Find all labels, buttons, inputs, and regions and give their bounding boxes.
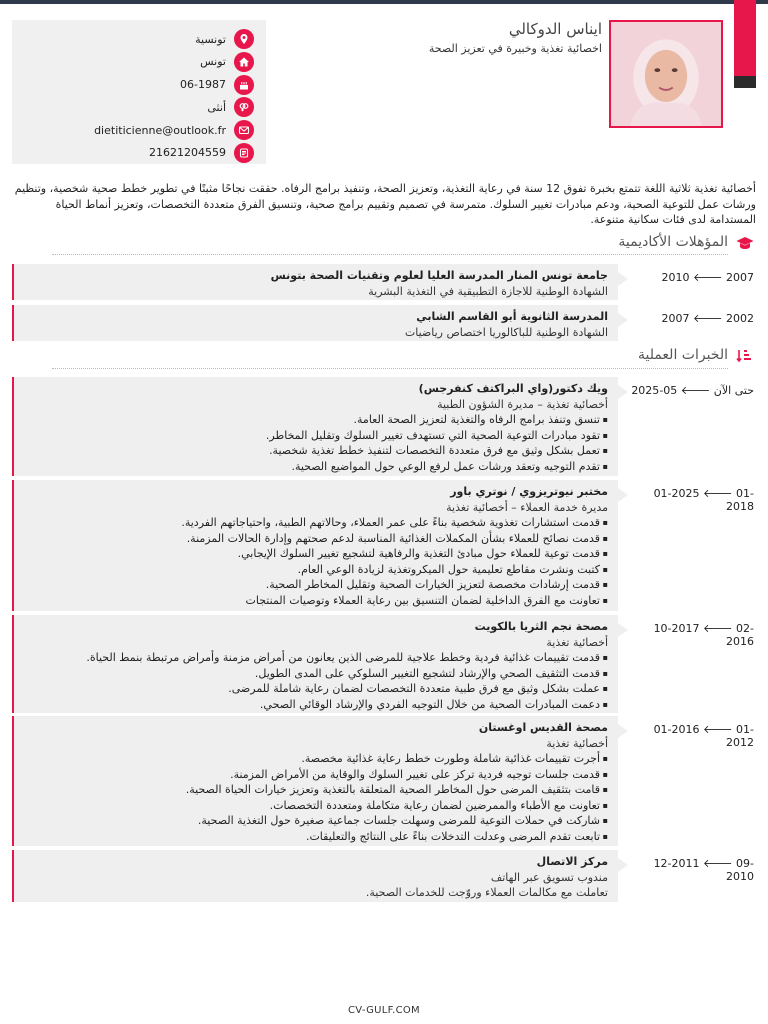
entry-role: مندوب تسويق عبر الهاتف xyxy=(490,870,608,884)
entry-description: تعاملت مع مكالمات العملاء وروّجت للخدمات الصحية. xyxy=(365,886,608,899)
phone-icon xyxy=(234,143,254,163)
email-icon xyxy=(234,120,254,140)
list-item: ▪ تقدم التوجيه وتعقد ورشات عمل لرفع الوعي حول المواضيع الصحية. xyxy=(22,459,608,475)
entry-organization: المدرسة الثانوية أبو القاسم الشابي xyxy=(416,310,608,323)
education-entry xyxy=(12,305,756,341)
list-item: ▪ تعمل بشكل وثيق مع فرق متعددة التخصصات لتنفيذ خطط تغذية شخصية. xyxy=(22,443,608,459)
list-item: ▪ تابعت تقدم المرضى وعدلت التدخلات بناءً على النتائج والتعليقات. xyxy=(22,829,608,845)
entry-dates: 12-2011 🡐 09-2010 xyxy=(653,857,754,883)
entry-dates: 2010 🡐 2007 xyxy=(661,271,754,284)
gender-icon xyxy=(234,97,254,117)
entry-duties xyxy=(22,515,608,608)
list-item: ▪ تعاونت مع الفرق الداخلية لضمان التنسيق بين رعاية العملاء وتوصيات المنتجات xyxy=(22,593,608,609)
sort-bars-icon xyxy=(736,348,754,364)
profile-photo xyxy=(609,20,723,128)
list-item: ▪ تقود مبادرات التوعية الصحية التي تستهدف تغيير السلوك وتقليل المخاطر. xyxy=(22,428,608,444)
education-entry xyxy=(12,264,756,300)
education-divider xyxy=(52,254,728,255)
entry-organization: مصحة نجم الثريا بالكويت xyxy=(474,620,608,633)
contact-city: تونس xyxy=(12,51,256,73)
list-item: ▪ تنسق وتنفذ برامج الرفاه والتغذية لتعزيز الصحة العامة. xyxy=(22,412,608,428)
list-item: ▪ دعمت المبادرات الصحية من خلال التوجيه الفردي والإرشاد الوقائي الصحي. xyxy=(22,697,608,713)
entry-dates: حتى الآن 🡐 05-2025 xyxy=(631,384,754,397)
entry-organization: مركز الاتصال xyxy=(536,855,608,868)
entry-dates: 01-2025 🡐 01-2018 xyxy=(653,487,754,513)
contact-nationality: تونسية xyxy=(12,28,256,50)
entry-organization: مختبر نيوتريزوي / نوتري باور xyxy=(450,485,608,498)
contact-birthdate: 06-1987 xyxy=(12,74,256,96)
contact-phone[interactable]: 21621204559 xyxy=(12,142,256,164)
experience-section-title: الخبرات العملية xyxy=(638,347,728,363)
contact-panel xyxy=(12,20,266,164)
entry-duties xyxy=(22,751,608,844)
list-item: ▪ قدمت إرشادات مخصصة لتعزيز الخيارات الصحية وتقليل المخاطر الصحية. xyxy=(22,577,608,593)
contact-gender: أنثى xyxy=(12,96,256,118)
entry-organization: ويك دكتور(واي البراكتف كنفرجس) xyxy=(418,382,608,395)
experience-divider xyxy=(52,368,728,369)
list-item: ▪ تعاونت مع الأطباء والممرضين لضمان رعاية متكاملة ومتعددة التخصصات. xyxy=(22,798,608,814)
birthday-cake-icon xyxy=(234,75,254,95)
header-accent-bar xyxy=(734,0,756,88)
experience-entry xyxy=(12,716,756,846)
contact-email[interactable]: dietiticienne@outlook.fr xyxy=(12,119,256,141)
experience-entry xyxy=(12,615,756,713)
list-item: ▪ شاركت في حملات التوعية للمرضى وسهلت جلسات جماعية صغيرة حول التغذية الصحية. xyxy=(22,813,608,829)
list-item: ▪ أجرت تقييمات غذائية شاملة وطورت خطط رعاية غذائية مخصصة. xyxy=(22,751,608,767)
entry-role: أخصائية تغذية xyxy=(546,736,608,750)
location-pin-icon xyxy=(234,29,254,49)
top-bar xyxy=(0,0,768,4)
candidate-title: اخصائية تغذية وخبيرة في تعزيز الصحة xyxy=(428,42,602,55)
list-item: ▪ قدمت توعية للعملاء حول مبادئ التغذية والرفاهية لتشجيع تغيير السلوك الإيجابي. xyxy=(22,546,608,562)
entry-dates: 01-2016 🡐 01-2012 xyxy=(653,723,754,749)
footer-site-label[interactable]: CV-GULF.COM xyxy=(348,1005,420,1016)
experience-entry xyxy=(12,377,756,476)
list-item: ▪ قدمت التثقيف الصحي والإرشاد لتشجيع التغيير السلوكي على المدى الطويل. xyxy=(22,666,608,682)
candidate-name: ايناس الدوكالي xyxy=(508,20,602,38)
list-item: ▪ قدمت نصائح للعملاء بشأن المكملات الغذائية المناسبة لدعم صحتهم وإدارة الحالات المزمنة. xyxy=(22,531,608,547)
entry-dates: 10-2017 🡐 02-2016 xyxy=(653,622,754,648)
entry-organization: مصحة القديس اوغستان xyxy=(478,721,608,734)
entry-duties xyxy=(22,650,608,712)
entry-degree: الشهادة الوطنية للباكالوريا اختصاص رياضيات xyxy=(404,325,608,339)
entry-role: أخصائية تغذية xyxy=(546,635,608,649)
profile-summary: أخصائية تغذية ثلاثية اللغة تتمتع بخبرة تفوق 12 سنة في رعاية التغذية، وتعزيز الصحة، وتنفيذ برامج الرفاه. حققت نجاحًا مثبتًا في تطوير خطط صحية شخصية، وتنظيم ورشات عمل للتوعية الصحية، ودعم مبادرات تغيير السلوك. متمرسة في تصميم وتقييم برامج صحية، وتنسيق الفرق متعددة التخصصات، وتعزيز أنماط الحياة المستدامة لدى فئات سكانية متنوعة. xyxy=(14,182,756,226)
experience-entry xyxy=(12,480,756,611)
list-item: ▪ قدمت تقييمات غذائية فردية وخطط علاجية للمرضى الذين يعانون من أمراض مزمنة وأمراض مرتبطة بنمط الحياة. xyxy=(22,650,608,666)
list-item: ▪ قامت بتثقيف المرضى حول المخاطر الصحية المتعلقة بالتغذية وتعزيز خيارات الحياة الصحية. xyxy=(22,782,608,798)
list-item: ▪ قدمت استشارات تغذوية شخصية بناءً على عمر العملاء، وحالاتهم الطبية، واحتياجاتهم الفردية. xyxy=(22,515,608,531)
home-icon xyxy=(234,52,254,72)
education-section-title: المؤهلات الأكاديمية xyxy=(618,234,728,250)
entry-role: أخصائية تغذية – مديرة الشؤون الطبية xyxy=(437,397,608,411)
list-item: ▪ كتبت ونشرت مقاطع تعليمية حول الميكروتغذية لزيادة الوعي العام. xyxy=(22,562,608,578)
entry-organization: جامعة تونس المنار المدرسة العليا لعلوم وتقنيات الصحة بتونس xyxy=(270,269,608,282)
list-item: ▪ عملت بشكل وثيق مع فرق طبية متعددة التخصصات لضمان رعاية شاملة للمرضى. xyxy=(22,681,608,697)
entry-degree: الشهادة الوطنية للاجازة التطبيقية في التغذية البشرية xyxy=(368,284,608,298)
experience-entry xyxy=(12,850,756,902)
entry-role: مديرة خدمة العملاء – أخصائية تغذية xyxy=(446,500,608,514)
list-item: ▪ قدمت جلسات توجيه فردية تركز على تغيير السلوك والوقاية من الأمراض المزمنة. xyxy=(22,767,608,783)
entry-dates: 2007 🡐 2002 xyxy=(661,312,754,325)
portrait-image xyxy=(611,22,721,126)
graduation-cap-icon xyxy=(736,235,754,251)
entry-duties xyxy=(22,412,608,474)
